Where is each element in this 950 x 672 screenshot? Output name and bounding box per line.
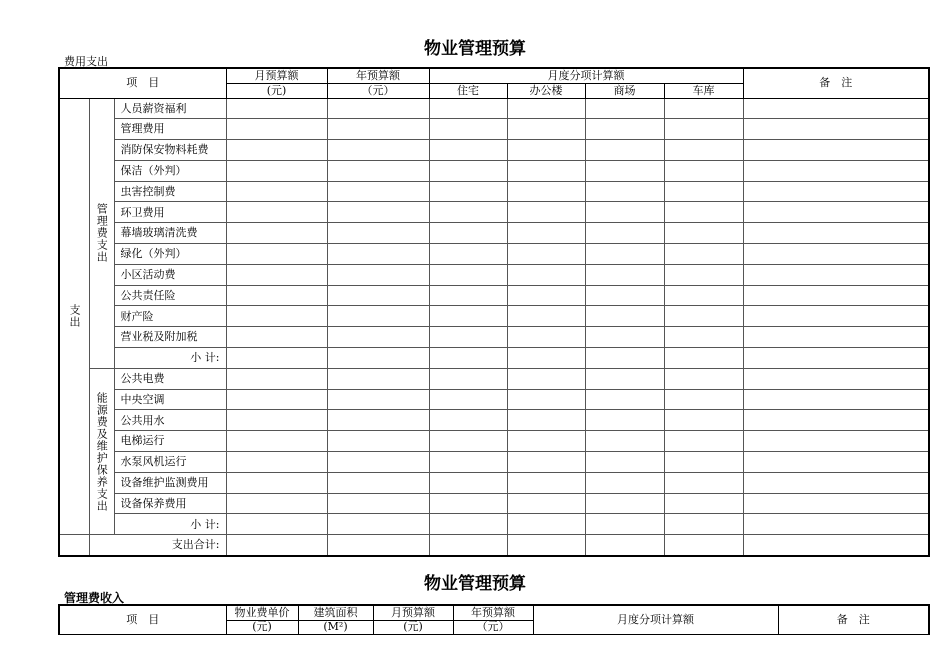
amount-cell[interactable] <box>226 98 327 119</box>
amount-cell[interactable] <box>327 98 429 119</box>
row-label: 保洁（外判） <box>114 160 226 181</box>
amount-cell[interactable] <box>743 368 929 389</box>
table-row <box>59 202 929 223</box>
amount-cell[interactable] <box>226 202 327 223</box>
income-header-unit-price-unit: (元) <box>226 620 298 634</box>
table-row <box>59 223 929 244</box>
amount-cell[interactable] <box>327 410 429 431</box>
amount-cell[interactable] <box>585 98 664 119</box>
amount-cell[interactable] <box>585 160 664 181</box>
group-label-expense: 支出 <box>59 98 89 535</box>
amount-cell[interactable] <box>664 119 743 140</box>
amount-cell[interactable] <box>226 244 327 265</box>
amount-cell[interactable] <box>429 493 507 514</box>
row-label: 环卫费用 <box>114 202 226 223</box>
expense-table-body <box>59 98 929 556</box>
table-row <box>59 285 929 306</box>
amount-cell[interactable] <box>327 327 429 348</box>
amount-cell[interactable] <box>585 514 664 535</box>
amount-cell[interactable] <box>507 493 585 514</box>
amount-cell[interactable] <box>664 160 743 181</box>
amount-cell[interactable] <box>664 327 743 348</box>
row-label: 虫害控制费 <box>114 181 226 202</box>
amount-cell[interactable] <box>743 140 929 161</box>
amount-cell[interactable] <box>429 223 507 244</box>
amount-cell[interactable] <box>743 285 929 306</box>
amount-cell[interactable] <box>226 431 327 452</box>
amount-cell[interactable] <box>585 119 664 140</box>
total-label: 支出合计: <box>89 535 226 556</box>
table-row <box>59 410 929 431</box>
row-label: 营业税及附加税 <box>114 327 226 348</box>
amount-cell[interactable] <box>664 285 743 306</box>
amount-cell[interactable] <box>507 368 585 389</box>
income-header-area: 建筑面积 <box>298 605 373 620</box>
amount-cell[interactable] <box>226 389 327 410</box>
amount-cell[interactable] <box>429 98 507 119</box>
amount-cell[interactable] <box>507 98 585 119</box>
amount-cell[interactable] <box>585 202 664 223</box>
amount-cell[interactable] <box>226 535 327 556</box>
amount-cell[interactable] <box>664 264 743 285</box>
page-title-2: 物业管理预算 <box>424 574 526 594</box>
table-row <box>59 431 929 452</box>
amount-cell[interactable] <box>507 223 585 244</box>
amount-cell[interactable] <box>664 431 743 452</box>
section-label-income: 管理费收入 <box>64 591 125 605</box>
amount-cell[interactable] <box>327 140 429 161</box>
amount-cell[interactable] <box>585 285 664 306</box>
amount-cell[interactable] <box>743 535 929 556</box>
amount-cell[interactable] <box>429 535 507 556</box>
amount-cell[interactable] <box>226 119 327 140</box>
amount-cell[interactable] <box>226 452 327 473</box>
row-label: 中央空调 <box>114 389 226 410</box>
expense-budget-table <box>58 67 930 557</box>
table-row <box>59 452 929 473</box>
amount-cell[interactable] <box>585 140 664 161</box>
amount-cell[interactable] <box>507 472 585 493</box>
amount-cell[interactable] <box>429 327 507 348</box>
amount-cell[interactable] <box>226 348 327 369</box>
amount-cell[interactable] <box>429 348 507 369</box>
amount-cell[interactable] <box>226 285 327 306</box>
income-header-monthly-unit: (元) <box>373 620 453 634</box>
amount-cell[interactable] <box>507 140 585 161</box>
amount-cell[interactable] <box>429 181 507 202</box>
amount-cell[interactable] <box>327 119 429 140</box>
amount-cell[interactable] <box>743 98 929 119</box>
amount-cell[interactable] <box>507 535 585 556</box>
table-row <box>59 306 929 327</box>
amount-cell[interactable] <box>429 119 507 140</box>
amount-cell[interactable] <box>585 244 664 265</box>
amount-cell[interactable] <box>429 431 507 452</box>
amount-cell[interactable] <box>664 452 743 473</box>
table-row <box>59 160 929 181</box>
amount-cell[interactable] <box>507 181 585 202</box>
amount-cell[interactable] <box>585 223 664 244</box>
amount-cell[interactable] <box>507 410 585 431</box>
amount-cell[interactable] <box>664 389 743 410</box>
row-label: 设备保养费用 <box>114 493 226 514</box>
subtotal-label: 小 计: <box>114 514 226 535</box>
amount-cell[interactable] <box>327 472 429 493</box>
row-label: 绿化（外判） <box>114 244 226 265</box>
amount-cell[interactable] <box>429 472 507 493</box>
income-budget-table <box>58 604 930 635</box>
amount-cell[interactable] <box>743 493 929 514</box>
table-row <box>59 327 929 348</box>
header-sub-office: 办公楼 <box>507 83 585 98</box>
income-header-area-unit: (M²) <box>298 620 373 634</box>
amount-cell[interactable] <box>327 431 429 452</box>
amount-cell[interactable] <box>429 244 507 265</box>
amount-cell[interactable] <box>327 452 429 473</box>
amount-cell[interactable] <box>327 348 429 369</box>
table-row <box>59 368 929 389</box>
amount-cell[interactable] <box>507 431 585 452</box>
header-remark: 备 注 <box>743 68 929 98</box>
header-item: 项 目 <box>59 68 226 98</box>
amount-cell[interactable] <box>327 389 429 410</box>
amount-cell[interactable] <box>585 431 664 452</box>
amount-cell[interactable] <box>327 160 429 181</box>
amount-cell[interactable] <box>664 535 743 556</box>
income-header-yearly: 年预算额 <box>453 605 533 620</box>
table-row <box>59 493 929 514</box>
amount-cell[interactable] <box>585 389 664 410</box>
amount-cell[interactable] <box>327 244 429 265</box>
amount-cell[interactable] <box>585 327 664 348</box>
row-label: 消防保安物料耗费 <box>114 140 226 161</box>
amount-cell[interactable] <box>327 514 429 535</box>
header-monthly: 月预算额 <box>226 68 327 83</box>
amount-cell[interactable] <box>429 452 507 473</box>
income-header-remark: 备 注 <box>778 605 929 634</box>
amount-cell[interactable] <box>507 306 585 327</box>
amount-cell[interactable] <box>743 223 929 244</box>
amount-cell[interactable] <box>743 410 929 431</box>
subtotal-label: 小 计: <box>114 348 226 369</box>
amount-cell[interactable] <box>743 181 929 202</box>
amount-cell[interactable] <box>507 244 585 265</box>
row-label: 电梯运行 <box>114 431 226 452</box>
amount-cell[interactable] <box>429 160 507 181</box>
amount-cell[interactable] <box>743 389 929 410</box>
amount-cell[interactable] <box>743 327 929 348</box>
header-sub-mall: 商场 <box>585 83 664 98</box>
amount-cell[interactable] <box>327 306 429 327</box>
header-sub-residential: 住宅 <box>429 83 507 98</box>
table-row <box>59 181 929 202</box>
amount-cell[interactable] <box>664 410 743 431</box>
amount-cell[interactable] <box>743 244 929 265</box>
amount-cell[interactable] <box>585 306 664 327</box>
income-header-unit-price: 物业费单价 <box>226 605 298 620</box>
row-label: 幕墙玻璃清洗费 <box>114 223 226 244</box>
amount-cell[interactable] <box>507 514 585 535</box>
amount-cell[interactable] <box>743 119 929 140</box>
row-label: 人员薪资福利 <box>114 98 226 119</box>
amount-cell[interactable] <box>743 514 929 535</box>
table-row <box>59 264 929 285</box>
amount-cell[interactable] <box>429 202 507 223</box>
amount-cell[interactable] <box>507 327 585 348</box>
amount-cell[interactable] <box>743 472 929 493</box>
amount-cell[interactable] <box>664 472 743 493</box>
amount-cell[interactable] <box>585 348 664 369</box>
amount-cell[interactable] <box>664 348 743 369</box>
amount-cell[interactable] <box>585 452 664 473</box>
amount-cell[interactable] <box>327 264 429 285</box>
amount-cell[interactable] <box>226 264 327 285</box>
amount-cell[interactable] <box>429 410 507 431</box>
section-label-expense: 费用支出 <box>64 55 108 68</box>
amount-cell[interactable] <box>664 223 743 244</box>
amount-cell[interactable] <box>664 98 743 119</box>
page-title: 物业管理预算 <box>424 39 526 59</box>
amount-cell[interactable] <box>429 285 507 306</box>
amount-cell[interactable] <box>585 410 664 431</box>
row-label: 水泵风机运行 <box>114 452 226 473</box>
amount-cell[interactable] <box>226 181 327 202</box>
row-label: 公共用水 <box>114 410 226 431</box>
amount-cell[interactable] <box>226 140 327 161</box>
amount-cell[interactable] <box>664 514 743 535</box>
table-row <box>59 389 929 410</box>
amount-cell[interactable] <box>226 472 327 493</box>
amount-cell[interactable] <box>226 368 327 389</box>
subtotal-row <box>59 514 929 535</box>
total-row <box>59 535 929 556</box>
row-label: 小区活动费 <box>114 264 226 285</box>
amount-cell[interactable] <box>507 202 585 223</box>
amount-cell[interactable] <box>327 202 429 223</box>
amount-cell[interactable] <box>507 389 585 410</box>
amount-cell[interactable] <box>743 431 929 452</box>
subtotal-row <box>59 348 929 369</box>
amount-cell[interactable] <box>664 244 743 265</box>
row-label: 公共电费 <box>114 368 226 389</box>
amount-cell[interactable] <box>664 202 743 223</box>
income-header-breakdown: 月度分项计算额 <box>533 605 778 634</box>
amount-cell[interactable] <box>226 327 327 348</box>
amount-cell[interactable] <box>664 306 743 327</box>
table-row <box>59 98 929 119</box>
row-label: 管理费用 <box>114 119 226 140</box>
amount-cell[interactable] <box>429 306 507 327</box>
row-label: 公共责任险 <box>114 285 226 306</box>
amount-cell[interactable] <box>226 223 327 244</box>
amount-cell[interactable] <box>429 368 507 389</box>
amount-cell[interactable] <box>429 264 507 285</box>
amount-cell[interactable] <box>585 181 664 202</box>
header-sub-garage: 车库 <box>664 83 743 98</box>
table-row <box>59 140 929 161</box>
table-row <box>59 119 929 140</box>
amount-cell[interactable] <box>585 535 664 556</box>
amount-cell[interactable] <box>743 202 929 223</box>
amount-cell[interactable] <box>226 410 327 431</box>
amount-cell[interactable] <box>585 368 664 389</box>
amount-cell[interactable] <box>507 160 585 181</box>
amount-cell[interactable] <box>507 348 585 369</box>
income-header-monthly: 月预算额 <box>373 605 453 620</box>
amount-cell[interactable] <box>664 140 743 161</box>
header-monthly-unit: (元) <box>226 83 327 98</box>
amount-cell[interactable] <box>327 535 429 556</box>
amount-cell[interactable] <box>327 285 429 306</box>
header-breakdown: 月度分项计算额 <box>429 68 743 83</box>
amount-cell[interactable] <box>327 181 429 202</box>
row-label: 设备维护监测费用 <box>114 472 226 493</box>
group-label-energy: 能源费及维护保养支出 <box>89 368 114 534</box>
amount-cell[interactable] <box>743 160 929 181</box>
amount-cell[interactable] <box>507 264 585 285</box>
amount-cell[interactable] <box>664 368 743 389</box>
income-header-item: 项 目 <box>59 605 226 634</box>
amount-cell[interactable] <box>585 472 664 493</box>
amount-cell[interactable] <box>429 140 507 161</box>
amount-cell[interactable] <box>429 389 507 410</box>
header-yearly: 年预算额 <box>327 68 429 83</box>
amount-cell[interactable] <box>226 493 327 514</box>
header-yearly-unit: （元） <box>327 83 429 98</box>
amount-cell[interactable] <box>507 452 585 473</box>
amount-cell[interactable] <box>585 264 664 285</box>
amount-cell[interactable] <box>226 160 327 181</box>
amount-cell[interactable] <box>743 452 929 473</box>
row-label: 财产险 <box>114 306 226 327</box>
amount-cell[interactable] <box>507 285 585 306</box>
amount-cell[interactable] <box>327 368 429 389</box>
amount-cell[interactable] <box>743 348 929 369</box>
amount-cell[interactable] <box>507 119 585 140</box>
amount-cell[interactable] <box>664 181 743 202</box>
table-row <box>59 244 929 265</box>
table-row <box>59 472 929 493</box>
amount-cell[interactable] <box>664 493 743 514</box>
income-header-yearly-unit: （元） <box>453 620 533 634</box>
group-label-mgmt: 管理费支出 <box>89 98 114 368</box>
amount-cell[interactable] <box>327 223 429 244</box>
amount-cell[interactable] <box>585 493 664 514</box>
amount-cell[interactable] <box>226 514 327 535</box>
amount-cell[interactable] <box>743 306 929 327</box>
amount-cell[interactable] <box>429 514 507 535</box>
amount-cell[interactable] <box>226 306 327 327</box>
amount-cell[interactable] <box>743 264 929 285</box>
amount-cell[interactable] <box>327 493 429 514</box>
